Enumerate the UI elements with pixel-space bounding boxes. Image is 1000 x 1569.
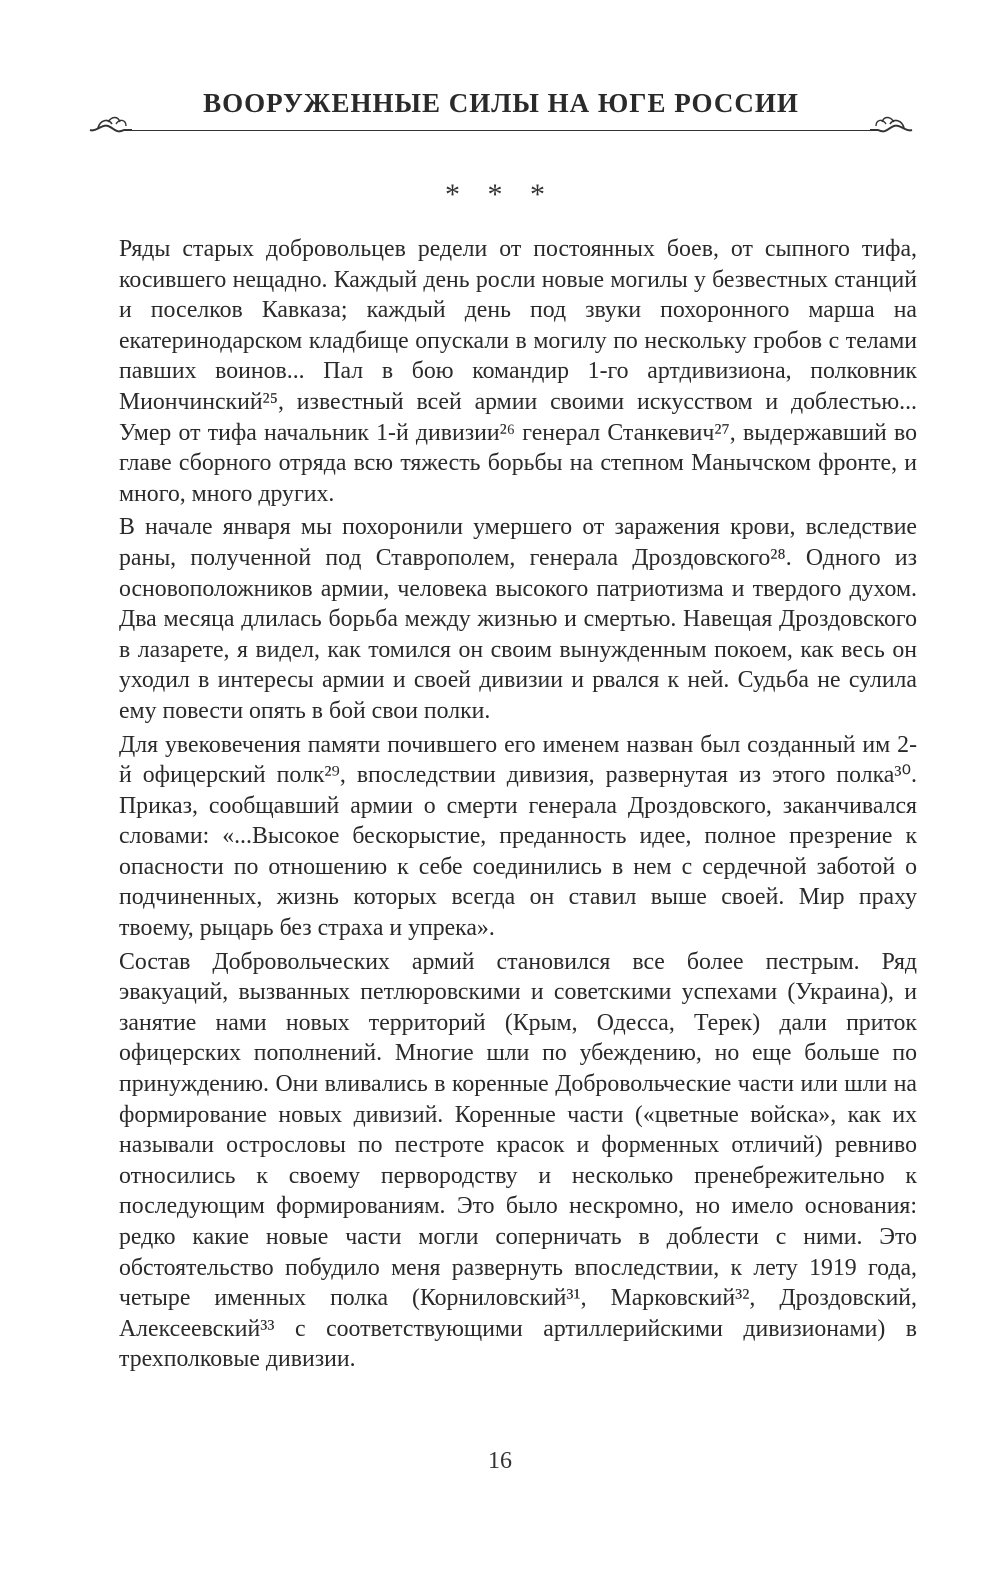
header-rule [128, 130, 874, 131]
running-header [88, 88, 914, 136]
paragraph-4: Состав Добровольческих армий становился все более пестрым. Ряд эвакуаций, вызванных петлюровскими и советскими успехами (Украина), и занятие нами новых территорий (Крым, Одесса, Терек) дали приток офицерских пополнений. Многие шли по убеждению, но еще больше по принуждению. Они вливались в коренные Добровольческие части или шли на формирование новых дивизий. Коренные части («цветные войска», как их называли острословы по пестроте красок и форменных отличий) ревниво относились к своему первородству и несколько пренебрежительно к последующим формированиям. Это было нескромно, но имело основания: редко какие новые части могли соперничать в доблести с ними. Это обстоятельство побудило меня развернуть впоследствии, к лету 1919 года, четыре именных полка (Корниловский³¹, Марковский³², Дроздовский, Алексеевский³³ с соответствующими артиллерийскими дивизионами) в трехполковые дивизии. [119, 948, 917, 1373]
body-text [119, 234, 917, 1378]
paragraph-2: В начале января мы похоронили умершего от заражения крови, вследствие раны, полученной под Ставрополем, генерала Дроздовского²⁸. Одного из основоположников армии, человека высокого патриотизма и твердого духом. Два месяца длилась борьба между жизнью и смертью. Навещая Дроздовского в лазарете, я видел, как томился он своим вынужденным покоем, как весь он уходил в интересы армии и своей дивизии и рвался к ней. Судьба не сулила ему повести опять в бой свои полки. [119, 514, 917, 724]
paragraph-1: Ряды старых добровольцев редели от постоянных боев, от сыпного тифа, косившего нещадно. Каждый день росли новые могилы у безвестных станций и поселков Кавказа; каждый день под звуки похоронного марша на екатеринодарском кладбище опускали в могилу по нескольку гробов с телами павших воинов... Пал в бою командир 1-го артдивизиона, полковник Миончинский²⁵, известный всей армии своими искусством и доблестью... Умер от тифа начальник 1-й дивизии²⁶ генерал Станкевич²⁷, выдержавший во главе сборного отряда всю тяжесть борьбы на степном Манычском фронте, и много, много других. [119, 236, 917, 507]
header-title: ВООРУЖЕННЫЕ СИЛЫ НА ЮГЕ РОССИИ [203, 88, 799, 118]
page-number: 16 [488, 1448, 512, 1474]
paragraph-3: Для увековечения памяти почившего его именем назван был созданный им 2-й офицерский полк²⁹, впоследствии дивизия, развернутая из этого полка³⁰. Приказ, сообщавший армии о смерти генерала Дроздовского, заканчивался словами: «...Высокое бескорыстие, преданность идее, полное презрение к опасности по отношению к себе соединились в нем с сердечной заботой о подчиненных, жизнь которых всегда он ставил выше своей. Мир праху твоему, рыцарь без страха и упрека». [119, 731, 917, 942]
right-ornament-icon [868, 110, 914, 136]
section-separator: * * * [445, 178, 555, 211]
